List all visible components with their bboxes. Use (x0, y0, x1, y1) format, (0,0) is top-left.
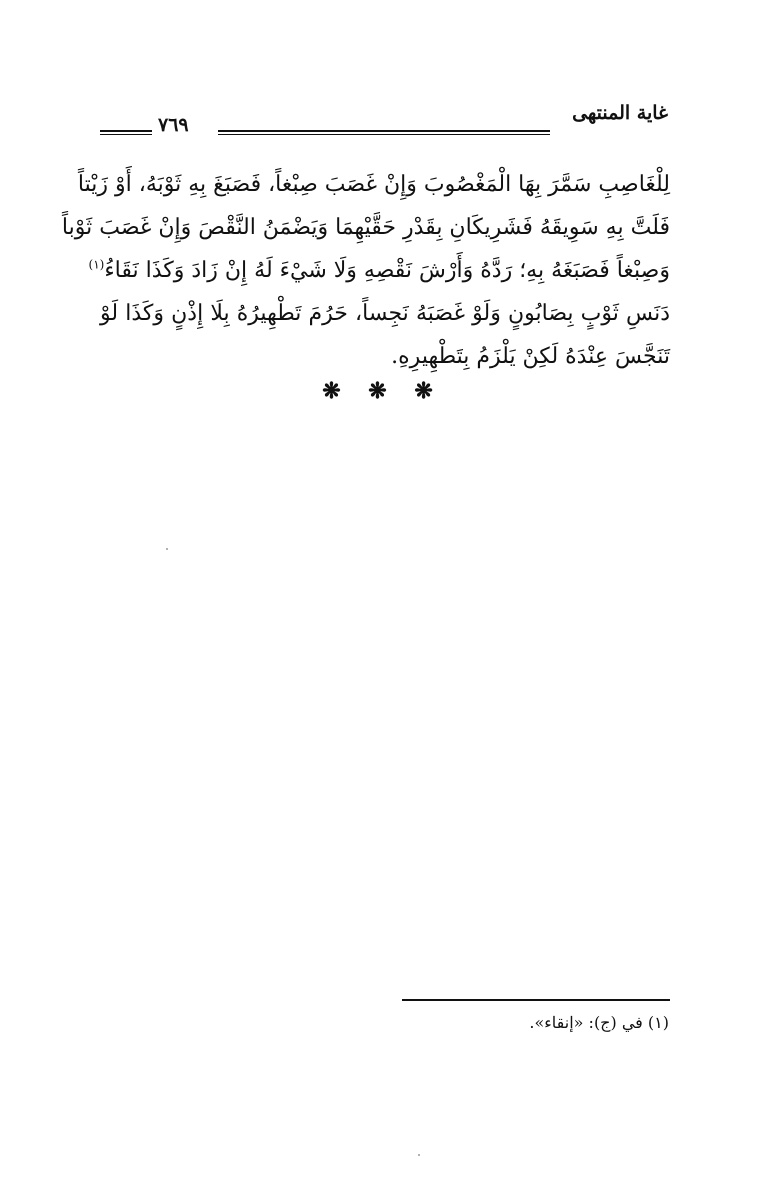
footnote-marker[interactable]: (١) (88, 257, 105, 272)
header-rule-left (100, 130, 152, 135)
text-line: دَنَسِ ثَوْبٍ بِصَابُونٍ وَلَوْ غَصَبَهُ نَجِساً، حَرُمَ تَطْهِيرُهُ بِلَا إِذْنٍ وَكَذَا لَوْ (100, 301, 670, 326)
text-line-content: وَصِبْغاً فَصَبَغَهُ بِهِ؛ رَدَّهُ وَأَرْشَ نَقْصِهِ وَلَا شَيْءَ لَهُ إِنْ زَادَ وَكَذَا نَقَاءُ (104, 258, 670, 283)
footnote-rule (402, 999, 670, 1001)
header-rule-right (218, 130, 550, 135)
running-title: غاية المنتهى (572, 102, 668, 124)
text-line: تَنَجَّسَ عِنْدَهُ لَكِنْ يَلْزَمُ بِتَطْهِيرِهِ. (391, 344, 670, 369)
page-number: ٧٦٩ (158, 114, 189, 136)
text-line (88, 249, 670, 292)
section-separator: ❋ ❋ ❋ (322, 378, 443, 404)
scan-speck (418, 1154, 420, 1156)
text-line: فَلَتَّ بِهِ سَوِيقَهُ فَشَرِيكَانِ بِقَدْرِ حَقَّيْهِمَا وَيَضْمَنُ النَّقْصَ وَإِنْ غَصَبَ ثَوْباً (61, 215, 670, 240)
body-paragraph (61, 163, 670, 378)
scan-speck (166, 548, 168, 550)
text-line: لِلْغَاصِبِ سَمَّرَ بِهَا الْمَغْصُوبَ وَإِنْ غَصَبَ صِبْغاً، فَصَبَغَ بِهِ ثَوْبَهُ، أَوْ زَيْتاً (77, 172, 670, 197)
footnote: (١) في (ج): «إنقاء». (529, 1013, 669, 1032)
page-header (100, 100, 670, 140)
